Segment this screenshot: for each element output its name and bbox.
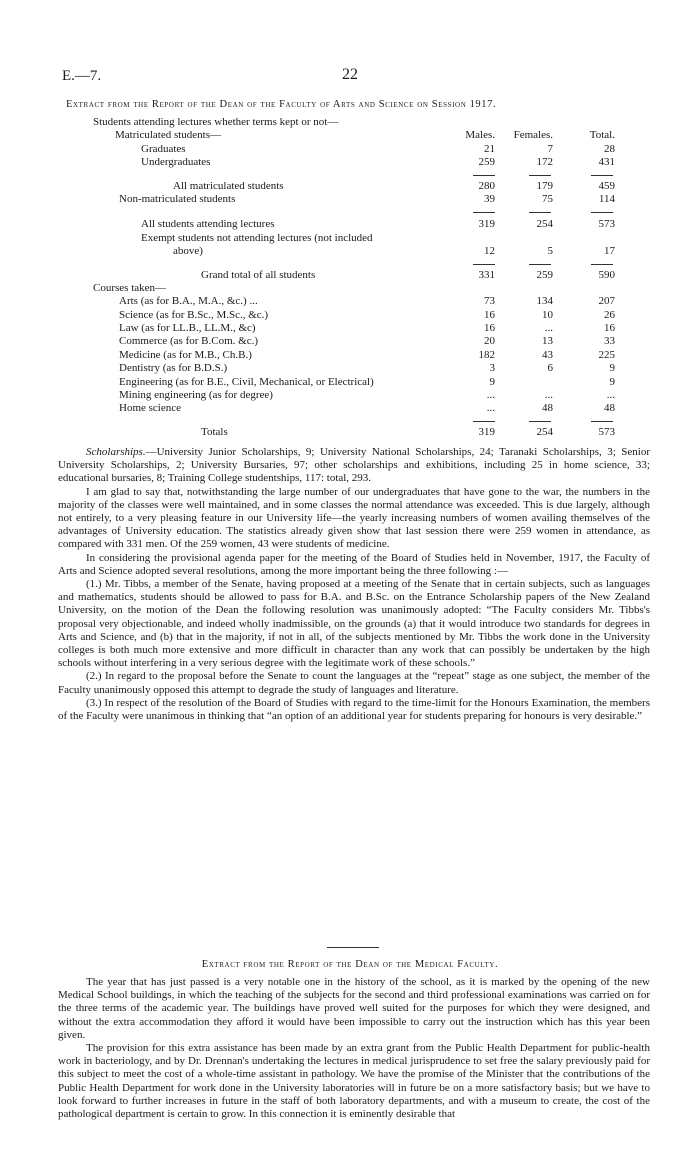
cell-total: 431 xyxy=(598,156,615,169)
section-title-medical: Extract from the Report of the Dean of the Medical Faculty. xyxy=(201,959,499,970)
sum-rule xyxy=(529,175,551,176)
cell-males: 39 xyxy=(484,192,495,205)
col-header-males: Males. xyxy=(465,129,495,142)
cell-females: 10 xyxy=(542,308,553,321)
sum-rule xyxy=(591,212,613,213)
table-row xyxy=(93,322,653,335)
cell-males: 331 xyxy=(478,268,495,281)
cell-females: 259 xyxy=(536,268,553,281)
cell-males: 16 xyxy=(484,308,495,321)
table-row xyxy=(93,269,653,282)
rule-row xyxy=(93,206,653,218)
paragraph: In considering the provisional agenda paper for the meeting of the Board of Studies held in November, 1917, the Faculty of Arts and Science adopted several resolutions, among the more important being the three following :— xyxy=(58,551,650,577)
row-label: Commerce (as for B.Com. &c.) xyxy=(119,335,258,348)
row-label: Grand total of all students xyxy=(201,268,316,281)
scholarships-label: Scholarships. xyxy=(86,446,146,458)
table-row xyxy=(93,180,653,193)
cell-females: 13 xyxy=(542,335,553,348)
page-number: 22 xyxy=(342,66,358,83)
rule-row xyxy=(93,416,653,426)
table-row xyxy=(93,218,653,231)
col-header-total: Total. xyxy=(589,129,615,142)
rule-row xyxy=(93,259,653,269)
document-reference: E.—7. xyxy=(62,68,102,84)
table-row xyxy=(93,376,653,389)
cell-females: 5 xyxy=(547,245,553,258)
paragraph: The provision for this extra assistance has been made by an extra grant from the Public Health Department for public-health work in bacteriology, and by Dr. Drennan's undertaking the lectures in medical jurisprudence to set free the salary previously paid for this subject to meet the cost of a whole-time assistant in pathology. We have the promise of the Minister that the contributions of the Public Health Department for work done in the University laboratories will in future be on a more satisfactory basis; but we have to look forward to further increases in future in the staff of both laboratory departments, and with a museum to create, the cost of the pathological department is certain to grow. In this connection it is eminently desirable that xyxy=(58,1042,650,1121)
cell-females: 172 xyxy=(536,156,553,169)
cell-males: ... xyxy=(486,389,495,402)
cell-females: 254 xyxy=(536,425,553,438)
table-row xyxy=(93,309,653,322)
cell-females: ... xyxy=(544,389,553,402)
cell-males: 73 xyxy=(484,295,495,308)
row-label: Non-matriculated students xyxy=(119,192,236,205)
row-label: Mining engineering (as for degree) xyxy=(119,389,273,402)
cell-females: 254 xyxy=(536,218,553,231)
cell-total: 114 xyxy=(598,192,615,205)
row-label: Engineering (as for B.E., Civil, Mechanical, or Electrical) xyxy=(119,375,374,388)
row-label: Graduates xyxy=(141,142,186,155)
cell-total: 48 xyxy=(604,402,615,415)
medical-report-text xyxy=(58,976,650,1121)
row-label: Courses taken— xyxy=(93,281,167,294)
arts-science-report-text xyxy=(58,446,650,723)
sum-rule xyxy=(473,421,495,422)
cell-total: 207 xyxy=(598,295,615,308)
table-row xyxy=(93,282,653,295)
sum-rule xyxy=(591,421,613,422)
cell-females: 75 xyxy=(542,192,553,205)
cell-males: 12 xyxy=(484,245,495,258)
table-row xyxy=(93,295,653,308)
row-label: Dentistry (as for B.D.S.) xyxy=(119,362,228,375)
sum-rule xyxy=(473,175,495,176)
table-row xyxy=(93,232,653,245)
row-label: Medicine (as for M.B., Ch.B.) xyxy=(119,348,252,361)
row-label: Undergraduates xyxy=(141,156,211,169)
row-label: All matriculated students xyxy=(173,179,284,192)
cell-total: 590 xyxy=(598,268,615,281)
row-label: above) xyxy=(173,245,203,258)
row-label: Arts (as for B.A., M.A., &c.) ... xyxy=(119,295,258,308)
table-row xyxy=(93,156,653,169)
rule-row xyxy=(93,170,653,180)
sum-rule xyxy=(529,264,551,265)
cell-total: 9 xyxy=(609,362,615,375)
cell-males: 319 xyxy=(478,425,495,438)
table-row xyxy=(93,245,653,258)
table-row xyxy=(93,193,653,206)
row-label: Matriculated students— xyxy=(115,129,222,142)
stats-intro-row xyxy=(93,116,653,129)
table-row xyxy=(93,426,653,439)
sum-rule xyxy=(529,212,551,213)
cell-females: ... xyxy=(544,322,553,335)
row-label: Law (as for LL.B., LL.M., &c) xyxy=(119,322,256,335)
scholarships-text: —University Junior Scholarships, 9; University National Scholarships, 24; Taranaki Scholarships, 3; Senior University Scholarships, 2; University Bursaries, 97; other scholarships and exhibitions, including 25 in home science, 33; educational bursaries, 8; Training College studentships, 117: total, 293. xyxy=(58,446,650,485)
row-label: All students attending lectures xyxy=(141,218,275,231)
cell-total: 16 xyxy=(604,322,615,335)
row-label: Home science xyxy=(119,402,181,415)
cell-total: 225 xyxy=(598,348,615,361)
cell-total: 28 xyxy=(604,142,615,155)
cell-males: 280 xyxy=(478,179,495,192)
sum-rule xyxy=(473,212,495,213)
cell-females: 6 xyxy=(547,362,553,375)
cell-males: 182 xyxy=(478,348,495,361)
paragraph: (1.) Mr. Tibbs, a member of the Senate, having proposed at a meeting of the Senate that in certain subjects, such as languages and mathematics, students should be allowed to pass for B.A. and B.Sc. on the Entrance Scholarship papers of the New Zealand University, on the motion of the Dean the following resolution was unanimously adopted: “The Faculty considers Mr. Tibbs's proposal very objectionable, and indeed wholly inadmissible, on the grounds (a) that it would introduce two standards for degrees in Arts and Science, and (b) that in the majority, if not in all, of the subjects mentioned by Mr. Tibbs the work done in the University colleges is both much more extensive and more difficult in character than any work that can possibly be undertaken by the high schools without interfering in a very serious degree with the legitimate work of these schools.” xyxy=(58,578,650,670)
cell-males: ... xyxy=(486,402,495,415)
cell-total: 26 xyxy=(604,308,615,321)
cell-males: 319 xyxy=(478,218,495,231)
table-row xyxy=(93,349,653,362)
cell-total: 17 xyxy=(604,245,615,258)
sum-rule xyxy=(591,264,613,265)
paragraph: (2.) In regard to the proposal before the Senate to count the languages at the “repeat” stage as one subject, the member of the Faculty unanimously opposed this attempt to degrade the study of languages and literature. xyxy=(58,670,650,696)
table-row xyxy=(93,143,653,156)
section-title-arts-science: Extract from the Report of the Dean of the Faculty of Arts and Science on Session 1917. xyxy=(66,99,497,110)
cell-total: 33 xyxy=(604,335,615,348)
cell-males: 259 xyxy=(478,156,495,169)
table-row xyxy=(93,402,653,415)
stats-intro: Students attending lectures whether terms kept or not— xyxy=(93,116,339,128)
cell-total: 459 xyxy=(598,179,615,192)
sum-rule xyxy=(591,175,613,176)
table-row xyxy=(93,335,653,348)
paragraph: The year that has just passed is a very notable one in the history of the school, as it is marked by the opening of the new Medical School buildings, in which the teaching of the subjects for the second and third professional examinations was carried on for the three terms of the academic year. The buildings have proved well suited for the purposes for which they were designed, and without the extra accommodation they afford it would have been impossible to carry out the instruction which has this year been given. xyxy=(58,976,650,1041)
cell-total: 573 xyxy=(598,425,615,438)
row-label: Totals xyxy=(201,425,228,438)
paragraph: (3.) In respect of the resolution of the Board of Studies with regard to the time-limit for the Honours Examination, the members of the Faculty were unanimous in thinking that “an option of an additional year for students preparing for honours is very desirable.” xyxy=(58,696,650,723)
cell-males: 9 xyxy=(489,375,495,388)
col-header-females: Females. xyxy=(513,129,553,142)
cell-females: 43 xyxy=(542,348,553,361)
table-row xyxy=(93,362,653,375)
cell-females: 7 xyxy=(547,142,553,155)
cell-females: 48 xyxy=(542,402,553,415)
paragraph: I am glad to say that, notwithstanding the large number of our undergraduates that have gone to the war, the numbers in the majority of the classes were well maintained, and in some classes the normal attendance was exceeded. This is due largely, although not entirely, to a very pleasing feature in our University life—the yearly increasing numbers of women availing themselves of the advantages of University education. The statistics already given show that last session there were 259 women in attendance, as compared with 331 men. Of the 259 women, 43 were students of medicine. xyxy=(58,485,650,551)
cell-total: 9 xyxy=(609,375,615,388)
section-divider xyxy=(327,947,379,948)
student-statistics-table xyxy=(93,116,653,439)
sum-rule xyxy=(473,264,495,265)
cell-males: 20 xyxy=(484,335,495,348)
row-label: Exempt students not attending lectures (not included xyxy=(141,231,373,244)
table-row xyxy=(93,389,653,402)
scholarships-paragraph xyxy=(58,446,650,486)
cell-females: 179 xyxy=(536,179,553,192)
cell-females: 134 xyxy=(536,295,553,308)
cell-total: 573 xyxy=(598,218,615,231)
table-row xyxy=(93,129,653,142)
row-label: Science (as for B.Sc., M.Sc., &c.) xyxy=(119,308,269,321)
cell-males: 21 xyxy=(484,142,495,155)
cell-males: 3 xyxy=(489,362,495,375)
sum-rule xyxy=(529,421,551,422)
cell-total: ... xyxy=(606,389,615,402)
cell-males: 16 xyxy=(484,322,495,335)
